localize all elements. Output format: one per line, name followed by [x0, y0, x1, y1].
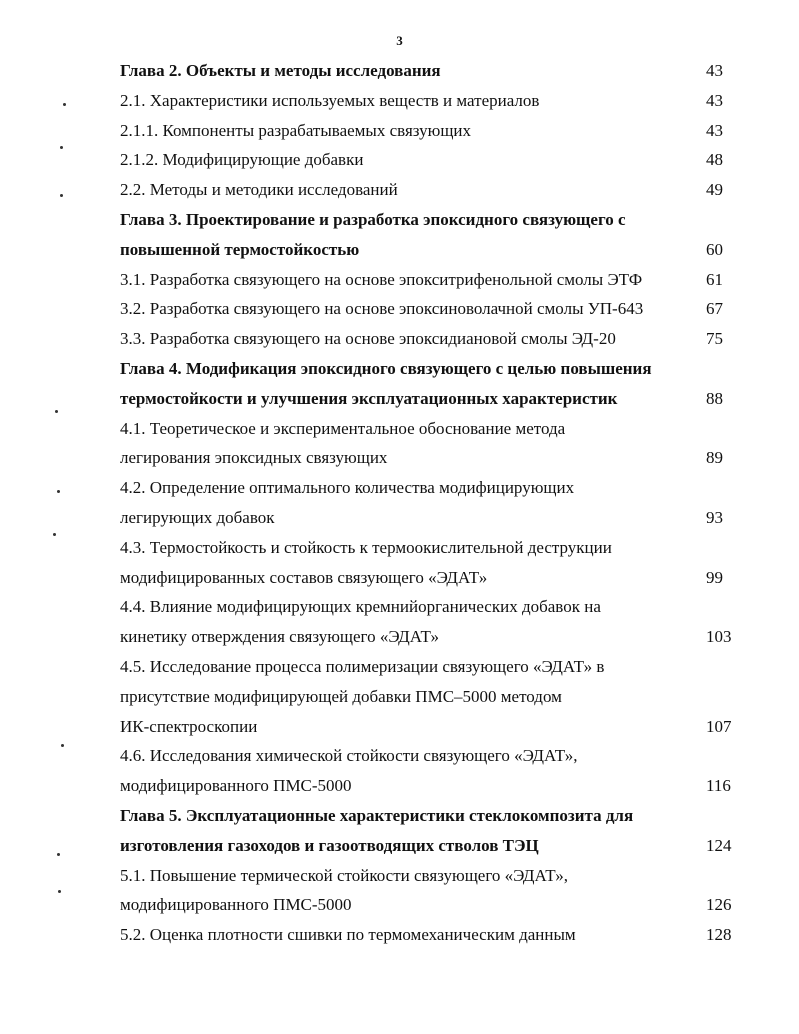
toc-entry [120, 175, 742, 205]
toc-entry [120, 145, 742, 175]
toc-entry-page: 61 [706, 269, 723, 289]
toc-entry-title: 2.1.1. Компоненты разрабатываемых связующих [120, 120, 472, 140]
toc-entry-title: термостойкости и улучшения эксплуатационных характеристик [120, 388, 618, 408]
toc-entry-page: 43 [706, 61, 723, 80]
toc-entry-page: 126 [706, 895, 732, 915]
toc-entry-title: 2.1.2. Модифицирующие добавки [120, 150, 364, 170]
toc-entry [120, 443, 742, 473]
toc-entry [120, 801, 742, 831]
toc-entry-page: 43 [706, 90, 723, 110]
toc-entry [120, 384, 742, 414]
toc-entry [120, 235, 742, 265]
toc-entry-page: 43 [706, 120, 723, 140]
toc-entry-title: Глава 5. Эксплуатационные характеристики стеклокомпозита для [120, 805, 634, 825]
toc-entry-title: ИК-спектроскопии [120, 716, 258, 736]
toc-entry [120, 56, 742, 86]
scan-speck [57, 490, 60, 493]
toc-entry-title: 4.4. Влияние модифицирующих кремнийорганических добавок на [120, 597, 601, 617]
page-number: 3 [396, 33, 403, 48]
toc-entry [120, 741, 742, 771]
toc-entry-page: 116 [706, 776, 731, 796]
toc-entry [120, 563, 742, 593]
toc-entry [120, 861, 742, 891]
toc-entry-page: 93 [706, 507, 723, 527]
toc-entry-title: Глава 2. Объекты и методы исследования [120, 61, 441, 80]
toc-entry-page: 124 [706, 835, 732, 855]
toc-entry-page: 60 [706, 239, 723, 259]
toc-entry-title: 5.1. Повышение термической стойкости связующего «ЭДАТ», [120, 865, 569, 885]
scan-speck [60, 194, 63, 197]
toc-entry [120, 831, 742, 861]
toc-entry-title: модифицированного ПМС-5000 [120, 776, 352, 796]
toc-entry [120, 354, 742, 384]
toc-entry [120, 116, 742, 146]
toc-entry-page: 67 [706, 299, 723, 319]
toc-entry [120, 294, 742, 324]
toc-entry [120, 414, 742, 444]
toc-entry [120, 622, 742, 652]
toc-entry-title: 2.2. Методы и методики исследований [120, 180, 398, 200]
toc-entry [120, 205, 742, 235]
toc-entry-title: Глава 3. Проектирование и разработка эпоксидного связующего с [120, 209, 626, 229]
toc-entry-title: повышенной термостойкостью [120, 239, 360, 259]
toc-entry [120, 86, 742, 116]
toc-entry-title: 2.1. Характеристики используемых веществ и материалов [120, 90, 540, 110]
toc-entry-title: 4.6. Исследования химической стойкости связующего «ЭДАТ», [120, 746, 578, 766]
toc-entry [120, 533, 742, 563]
table-of-contents [120, 56, 742, 950]
scan-speck [55, 410, 58, 413]
toc-entry [120, 324, 742, 354]
toc-entry-title: 4.3. Термостойкость и стойкость к термоокислительной деструкции [120, 537, 612, 557]
toc-entry-title: модифицированного ПМС-5000 [120, 895, 352, 915]
toc-entry-page: 89 [706, 448, 723, 468]
toc-entry-title: легирования эпоксидных связующих [120, 448, 388, 468]
scan-speck [57, 853, 60, 856]
toc-entry-title: Глава 4. Модификация эпоксидного связующего с целью повышения [120, 358, 652, 378]
toc-entry [120, 265, 742, 295]
toc-entry-page: 99 [706, 567, 723, 587]
toc-entry-page: 48 [706, 150, 723, 170]
toc-entry-page: 49 [706, 180, 723, 200]
toc-entry-title: кинетику отверждения связующего «ЭДАТ» [120, 627, 439, 647]
toc-entry [120, 503, 742, 533]
toc-entry-page: 75 [706, 329, 723, 349]
toc-entry-title: 4.1. Теоретическое и экспериментальное обоснование метода [120, 418, 566, 438]
toc-entry [120, 890, 742, 920]
toc-entry [120, 592, 742, 622]
toc-entry-title: 3.3. Разработка связующего на основе эпоксидиановой смолы ЭД-20 [120, 329, 616, 349]
toc-entry-title: присутствие модифицирующей добавки ПМС–5000 методом [120, 686, 562, 706]
toc-entry [120, 682, 742, 712]
scan-speck [53, 533, 56, 536]
toc-entry [120, 712, 742, 742]
toc-entry-title: 5.2. Оценка плотности сшивки по термомеханическим данным [120, 925, 576, 945]
toc-entry-title: 4.2. Определение оптимального количества модифицирующих [120, 478, 575, 498]
toc-entry-title: 3.2. Разработка связующего на основе эпоксиноволачной смолы УП-643 [120, 299, 644, 319]
scan-speck [60, 146, 63, 149]
toc-entry [120, 771, 742, 801]
scan-speck [58, 890, 61, 893]
toc-entry-title: модифицированных составов связующего «ЭДАТ» [120, 567, 488, 587]
toc-entry-page: 107 [706, 716, 732, 736]
toc-entry-title: легирующих добавок [120, 507, 275, 527]
toc-entry-page: 88 [706, 388, 723, 408]
toc-entry-title: 3.1. Разработка связующего на основе эпокситрифенольной смолы ЭТФ [120, 269, 643, 289]
scan-speck [61, 744, 64, 747]
toc-entry-page: 103 [706, 627, 732, 647]
toc-entry [120, 920, 742, 950]
toc-entry-title: изготовления газоходов и газоотводящих стволов ТЭЦ [120, 835, 539, 855]
toc-entry [120, 473, 742, 503]
toc-entry [120, 652, 742, 682]
toc-entry-title: 4.5. Исследование процесса полимеризации связующего «ЭДАТ» в [120, 656, 605, 676]
scan-speck [63, 103, 66, 106]
toc-entry-page: 128 [706, 925, 732, 945]
